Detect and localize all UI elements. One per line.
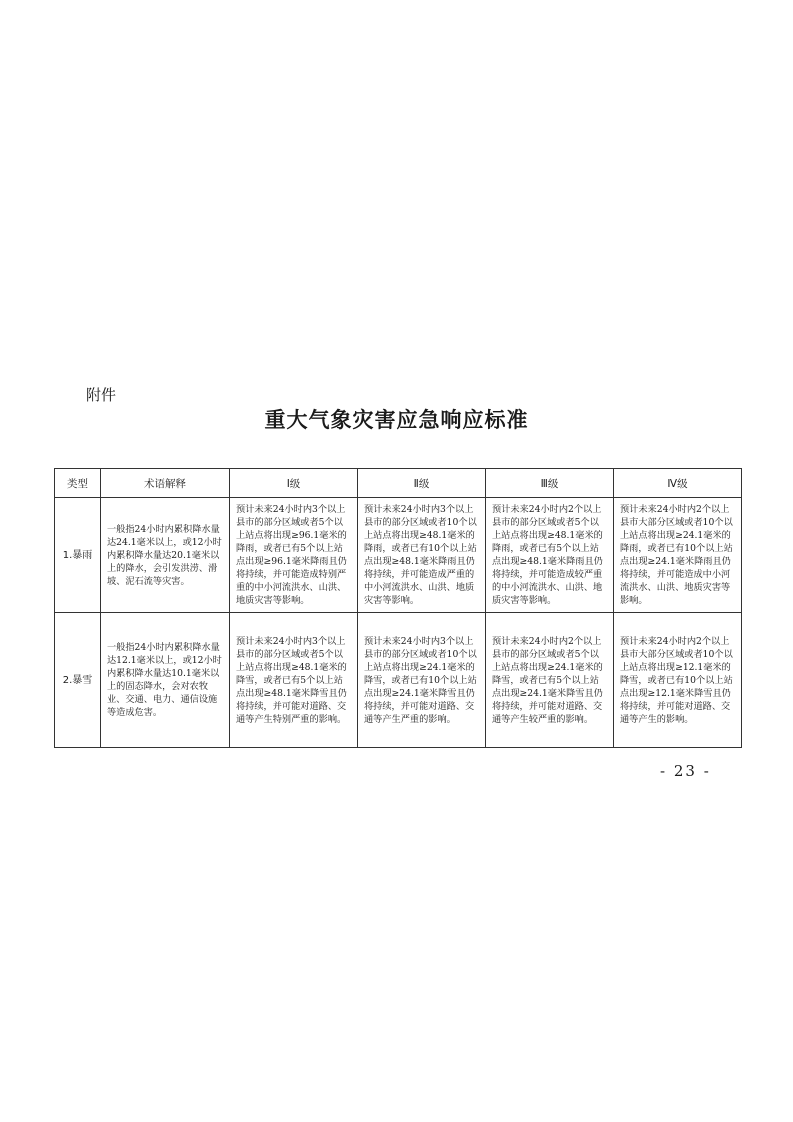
response-standard-table	[54, 468, 742, 748]
table-row	[55, 613, 742, 748]
page-number: - 23 -	[660, 762, 711, 780]
level-2-cell: 预计未来24小时内3个以上县市的部分区域或者10个以上站点将出现≥48.1毫米的降雨，或者已有10个以上站点出现≥48.1毫米降雨且仍将持续，并可能造成严重的中小河流洪水、山洪、地质灾害等影响。	[358, 498, 486, 613]
attachment-label: 附件	[86, 386, 117, 404]
table-header-row	[55, 469, 742, 498]
document-title: 重大气象灾害应急响应标准	[264, 408, 529, 432]
definition-cell: 一般指24小时内累积降水量达24.1毫米以上，或12小时内累积降水量达20.1毫米以上的降水，会引发洪涝、滑坡、泥石流等灾害。	[101, 498, 230, 613]
header-definition: 术语解释	[101, 469, 230, 498]
type-cell: 1.暴雨	[55, 498, 101, 613]
header-level-1: Ⅰ级	[230, 469, 358, 498]
definition-cell: 一般指24小时内累积降水量达12.1毫米以上，或12小时内累积降水量达10.1毫米以上的固态降水，会对农牧业、交通、电力、通信设施等造成危害。	[101, 613, 230, 748]
level-1-cell: 预计未来24小时内3个以上县市的部分区域或者5个以上站点将出现≥48.1毫米的降雪，或者已有5个以上站点出现≥48.1毫米降雪且仍将持续，并可能对道路、交通等产生特别严重的影响。	[230, 613, 358, 748]
table-row	[55, 498, 742, 613]
header-level-4: Ⅳ级	[614, 469, 742, 498]
header-type: 类型	[55, 469, 101, 498]
level-4-cell: 预计未来24小时内2个以上县市大部分区域或者10个以上站点将出现≥24.1毫米的降雨，或者已有10个以上站点出现≥24.1毫米降雨且仍将持续，并可能造成中小河流洪水、山洪、地质灾害等影响。	[614, 498, 742, 613]
level-2-cell: 预计未来24小时内3个以上县市的部分区域或者10个以上站点将出现≥24.1毫米的降雪，或者已有10个以上站点出现≥24.1毫米降雪且仍将持续，并可能对道路、交通等产生严重的影响。	[358, 613, 486, 748]
level-3-cell: 预计未来24小时内2个以上县市的部分区域或者5个以上站点将出现≥24.1毫米的降雪，或者已有5个以上站点出现≥24.1毫米降雪且仍将持续，并可能对道路、交通等产生较严重的影响。	[486, 613, 614, 748]
header-level-2: Ⅱ级	[358, 469, 486, 498]
level-3-cell: 预计未来24小时内2个以上县市的部分区域或者5个以上站点将出现≥48.1毫米的降雨，或者已有5个以上站点出现≥48.1毫米降雨且仍将持续，并可能造成较严重的中小河流洪水、山洪、地质灾害等影响。	[486, 498, 614, 613]
level-1-cell: 预计未来24小时内3个以上县市的部分区域或者5个以上站点将出现≥96.1毫米的降雨，或者已有5个以上站点出现≥96.1毫米降雨且仍将持续，并可能造成特别严重的中小河流洪水、山洪、地质灾害等影响。	[230, 498, 358, 613]
level-4-cell: 预计未来24小时内2个以上县市大部分区域或者10个以上站点将出现≥12.1毫米的降雪，或者已有10个以上站点出现≥12.1毫米降雪且仍将持续，并可能对道路、交通等产生的影响。	[614, 613, 742, 748]
type-cell: 2.暴雪	[55, 613, 101, 748]
header-level-3: Ⅲ级	[486, 469, 614, 498]
